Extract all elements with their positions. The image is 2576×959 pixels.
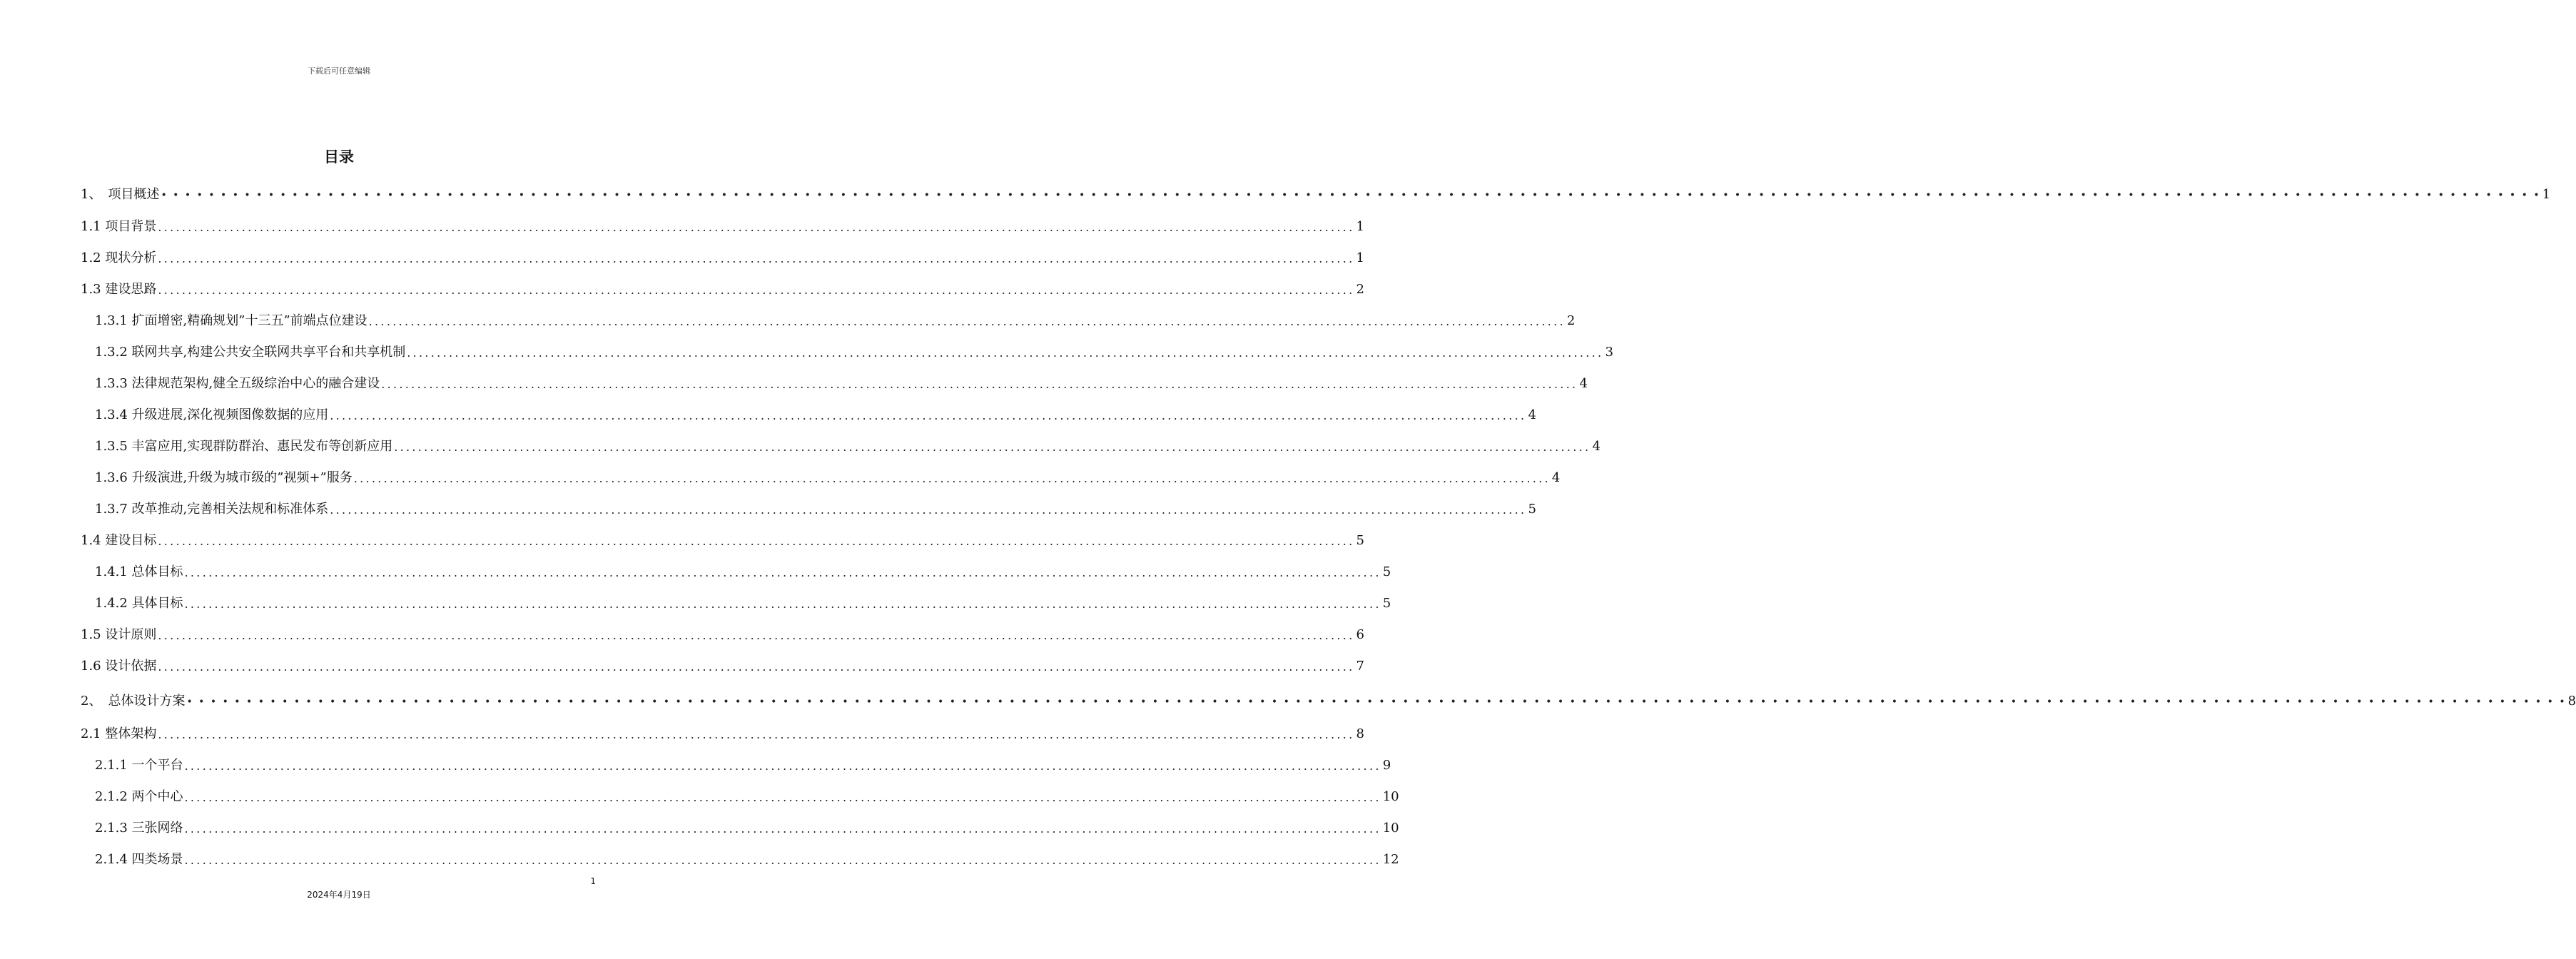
toc-leader: ........................................................................................................................................................................................................	[184, 759, 1381, 773]
toc-entry-page: 7	[1356, 659, 1364, 674]
toc-entry-label: 1.3.2 联网共享,构建公共安全联网共享平台和共享机制	[95, 345, 406, 360]
toc-entry[interactable]	[95, 308, 1576, 330]
toc-leader: ........................................................................................................................................................................................................	[184, 853, 1381, 867]
toc-leader: ........................................................................................................................................................................................................	[158, 629, 1355, 642]
page-header: 下载后可任意编辑	[308, 66, 370, 76]
toc-entry-page: 4	[1551, 470, 1561, 485]
toc-entry-label: 1.1 项目背景	[81, 219, 157, 234]
toc-leader: ........................................................................................................................................................................................................	[353, 472, 1551, 485]
toc-leader: ........................................................................................................................................................................................................	[381, 377, 1578, 391]
toc-entry-label: 2.1.2 两个中心	[95, 789, 183, 804]
toc-entry[interactable]	[95, 465, 1561, 487]
toc-entry-page: 8	[2567, 694, 2576, 709]
toc-entry[interactable]	[95, 434, 1601, 455]
toc-entry[interactable]	[95, 816, 1399, 837]
toc-entry-page: 2	[1566, 313, 1576, 328]
toc-entry[interactable]	[81, 654, 1364, 675]
toc-entry-page: 4	[1528, 407, 1536, 422]
toc-entry-label: 2.1 整体架构	[81, 726, 157, 741]
toc-entry-page: 5	[1382, 564, 1391, 579]
toc-entry-page: 9	[1382, 758, 1391, 773]
toc-entry-label: 2.1.3 三张网络	[95, 821, 183, 836]
toc-entry[interactable]	[95, 847, 1399, 868]
toc-entry-page: 5	[1528, 502, 1536, 517]
toc-leader: ........................................................................................................................................................................................................	[184, 822, 1381, 836]
toc-entry-page: 1	[2542, 187, 2551, 202]
toc-entry[interactable]	[81, 214, 1364, 235]
toc-entry[interactable]	[81, 245, 1364, 267]
toc-entry-page: 10	[1382, 821, 1399, 836]
toc-leader: ........................................................................................................................................................................................................	[407, 346, 1604, 360]
toc-entry-page: 5	[1382, 596, 1391, 611]
toc-leader: ........................................................................................................................................................................................................	[368, 315, 1566, 328]
toc-entry-label: 1.3.7 改革推动,完善相关法规和标准体系	[95, 502, 329, 517]
toc-entry-label: 1.6 设计依据	[81, 659, 157, 674]
toc-entry[interactable]	[95, 559, 1391, 581]
toc-entry-page: 3	[1605, 345, 1613, 360]
toc-entry-label: 1.3.6 升级演进,升级为城市级的”视频+”服务	[95, 470, 353, 485]
toc-entry[interactable]	[95, 371, 1588, 392]
toc-leader: ........................................................................................................................................................................................................	[394, 440, 1591, 454]
toc-leader: ........................................................................................................................................................................................................	[158, 252, 1355, 265]
page-number: 1	[590, 876, 596, 886]
toc-entry-label: 2.1.1 一个平台	[95, 758, 183, 773]
toc-entry-page: 4	[1579, 376, 1588, 391]
toc-entry-page: 1	[1356, 250, 1364, 265]
toc-entry-label: 1.2 现状分析	[81, 250, 157, 265]
toc-entry-label: 1.3 建设思路	[81, 282, 157, 297]
toc-entry-page: 4	[1592, 439, 1601, 454]
toc-leader: • • • • • • • • • • • • • • • • • • • • • • • • • • • • • • • • • • • • • • • • • • • • • • • • • • • • • • • • • • • • • • • • • • • • • • • • • • • • • • • • • • • • • • • • • • • • • • • • • • • • • • • • • • • • • • • • • • • • • • • • • • • • • • • • • • • • • • • • • • • • • • • • • • • • • • • • • • • • • • • • • • • • • • • • • • • • • • • • • • • • • • • • • • • • • • • • • • • • • • • •	[161, 190, 2541, 201]
toc-entry[interactable]	[95, 784, 1399, 806]
toc-entry-page: 2	[1356, 282, 1364, 297]
toc-entry-label: 1.3.3 法律规范架构,健全五级综治中心的融合建设	[95, 376, 380, 391]
toc-entry-label: 2、 总体设计方案	[81, 694, 186, 709]
toc-entry-page: 10	[1382, 789, 1399, 804]
toc-leader: ........................................................................................................................................................................................................	[158, 534, 1355, 548]
toc-leader: ........................................................................................................................................................................................................	[184, 597, 1381, 611]
toc-entry[interactable]	[95, 753, 1391, 774]
toc-entry-label: 1.4.1 总体目标	[95, 564, 183, 579]
toc-entry-page: 6	[1356, 627, 1364, 642]
toc-entry-label: 1.5 设计原则	[81, 627, 157, 642]
toc-leader: ........................................................................................................................................................................................................	[158, 660, 1355, 674]
footer-date: 2024年4月19日	[307, 890, 371, 900]
toc-entry-label: 1、 项目概述	[81, 187, 160, 202]
toc-entry-page: 12	[1382, 852, 1399, 867]
toc-leader: ........................................................................................................................................................................................................	[158, 283, 1355, 297]
toc-entry[interactable]	[81, 182, 2551, 203]
toc-entry-label: 1.4.2 具体目标	[95, 596, 183, 611]
toc-leader: ........................................................................................................................................................................................................	[184, 791, 1381, 804]
toc-entry[interactable]	[95, 402, 1536, 424]
toc-entry-label: 1.3.5 丰富应用,实现群防群治、惠民发布等创新应用	[95, 439, 393, 454]
toc-entry-label: 1.3.1 扩面增密,精确规划”十三五”前端点位建设	[95, 313, 367, 328]
toc-entry[interactable]	[81, 528, 1364, 549]
toc-leader: ........................................................................................................................................................................................................	[330, 503, 1527, 517]
toc-entry[interactable]	[81, 689, 2576, 710]
toc-leader: ........................................................................................................................................................................................................	[184, 566, 1381, 579]
toc-entry[interactable]	[95, 591, 1391, 612]
toc-leader: ........................................................................................................................................................................................................	[158, 728, 1355, 741]
toc-entry-label: 2.1.4 四类场景	[95, 852, 183, 867]
toc-leader: • • • • • • • • • • • • • • • • • • • • • • • • • • • • • • • • • • • • • • • • • • • • • • • • • • • • • • • • • • • • • • • • • • • • • • • • • • • • • • • • • • • • • • • • • • • • • • • • • • • • • • • • • • • • • • • • • • • • • • • • • • • • • • • • • • • • • • • • • • • • • • • • • • • • • • • • • • • • • • • • • • • • • • • • • • • • • • • • • • • • • • • • • • • • • • • • • • • • • • • •	[186, 696, 2567, 708]
toc-entry-page: 1	[1356, 219, 1364, 234]
toc-leader: ........................................................................................................................................................................................................	[330, 409, 1527, 422]
toc-entry-label: 1.3.4 升级进展,深化视频图像数据的应用	[95, 407, 329, 422]
toc-entry-page: 5	[1356, 533, 1364, 548]
toc-entry[interactable]	[81, 277, 1364, 298]
toc-entry-page: 8	[1356, 726, 1364, 741]
toc-entry[interactable]	[81, 622, 1364, 644]
toc-entry-label: 1.4 建设目标	[81, 533, 157, 548]
toc-entry[interactable]	[95, 497, 1536, 518]
toc-leader: ........................................................................................................................................................................................................	[158, 220, 1355, 234]
page-title: 目录	[324, 148, 354, 166]
toc-entry[interactable]	[81, 721, 1364, 743]
toc-entry[interactable]	[95, 340, 1613, 361]
